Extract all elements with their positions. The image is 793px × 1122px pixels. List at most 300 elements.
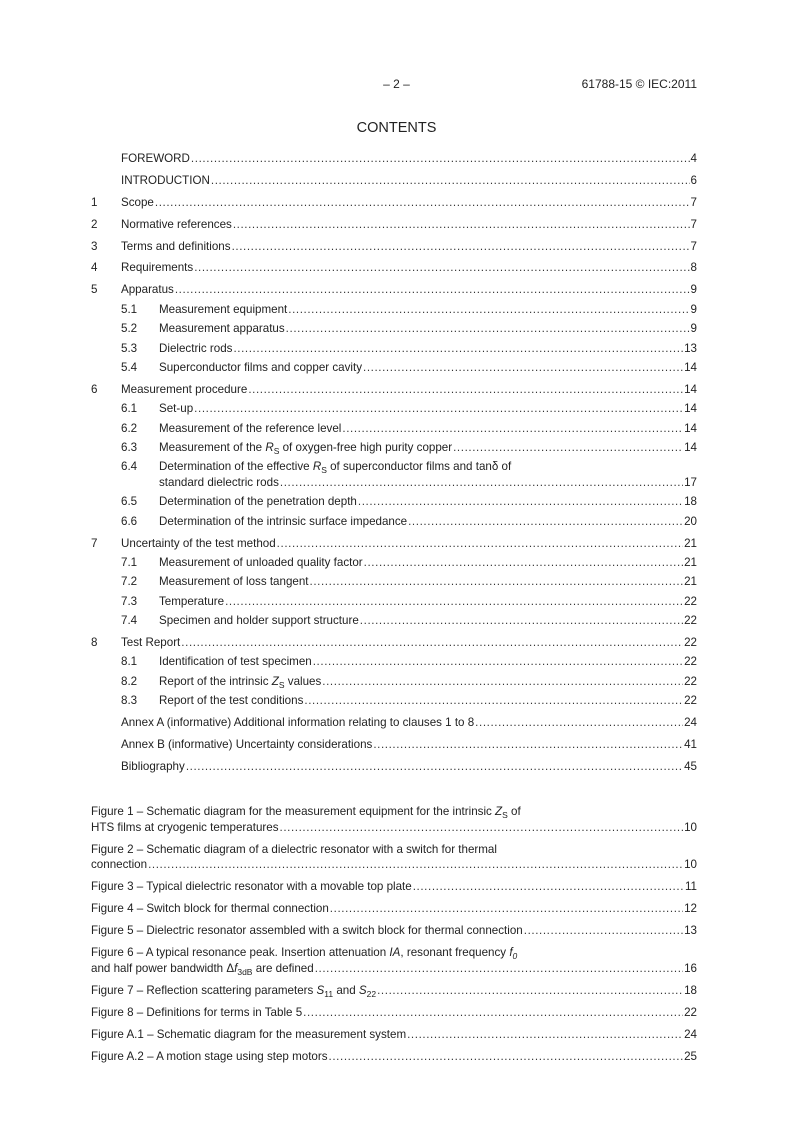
entry-text-segment: Requirements xyxy=(121,261,194,275)
page-ref[interactable]: 9 xyxy=(690,322,697,336)
toc-entry[interactable] xyxy=(91,536,697,552)
entry-title-line1 xyxy=(91,945,517,961)
entry-line xyxy=(121,635,697,651)
entry-title[interactable] xyxy=(91,923,523,939)
entry-text-segment: Bibliography xyxy=(121,759,185,773)
entry-title[interactable] xyxy=(91,879,412,895)
entry-title[interactable] xyxy=(121,715,474,731)
section-number: 4 xyxy=(91,261,98,275)
entry-title[interactable] xyxy=(121,282,174,298)
entry-body xyxy=(121,715,697,731)
entry-text-segment: Figure A.2 – A motion stage using step motors xyxy=(91,1050,328,1064)
entry-line xyxy=(159,440,697,456)
entry-line xyxy=(159,654,697,670)
section-number: 6.6 xyxy=(121,514,138,528)
entry-text-segment: and xyxy=(333,984,359,998)
page-ref[interactable]: 18 xyxy=(684,984,697,998)
entry-text-segment: S xyxy=(358,984,367,998)
section-number: 8.1 xyxy=(121,655,138,669)
toc-entry[interactable] xyxy=(91,421,697,437)
page-ref[interactable]: 7 xyxy=(690,239,697,253)
section-number: 8.3 xyxy=(121,694,138,708)
entry-body xyxy=(159,341,697,357)
dot-leader xyxy=(407,1027,683,1043)
entry-text-segment: Superconductor films and copper cavity xyxy=(159,360,362,374)
section-number: 2 xyxy=(91,217,98,231)
entry-title[interactable] xyxy=(91,1027,406,1043)
subscript-text: S xyxy=(273,445,280,456)
entry-title[interactable] xyxy=(159,555,363,571)
entry-title-line1 xyxy=(159,459,511,475)
entry-first-line xyxy=(91,842,697,858)
figure-entry[interactable] xyxy=(91,945,697,976)
entry-body xyxy=(121,260,697,276)
toc-entry[interactable] xyxy=(91,574,697,590)
entry-title[interactable] xyxy=(159,341,232,357)
toc-entry[interactable] xyxy=(91,302,697,318)
entry-title[interactable] xyxy=(121,217,232,233)
dot-leader xyxy=(211,173,690,189)
entry-body xyxy=(121,173,697,189)
page-ref[interactable]: 21 xyxy=(684,555,697,569)
page-ref[interactable]: 24 xyxy=(684,1028,697,1042)
entry-line xyxy=(91,857,697,873)
entry-body xyxy=(91,804,697,835)
toc-entry[interactable] xyxy=(91,514,697,530)
entry-text-segment: Report of the test conditions xyxy=(159,694,304,708)
entry-text-segment: IA xyxy=(389,946,401,960)
entry-title[interactable] xyxy=(159,321,285,337)
entry-title[interactable] xyxy=(159,654,312,670)
entry-body xyxy=(91,1005,697,1021)
entry-title[interactable] xyxy=(159,613,359,629)
entry-text-segment: Determination of the effective xyxy=(159,460,313,474)
dot-leader xyxy=(191,151,690,167)
toc-entry[interactable] xyxy=(91,151,697,167)
entry-title[interactable] xyxy=(121,260,193,276)
toc-entry[interactable] xyxy=(91,260,697,276)
page-ref[interactable]: 25 xyxy=(684,1050,697,1064)
entry-line xyxy=(121,260,697,276)
page-ref[interactable]: 8 xyxy=(690,261,697,275)
entry-text-segment: Determination of the penetration depth xyxy=(159,495,357,509)
subscript-text: S xyxy=(502,810,508,820)
entry-line xyxy=(159,674,697,690)
figure-entry[interactable] xyxy=(91,1005,697,1021)
entry-line xyxy=(91,961,697,977)
figure-entry[interactable] xyxy=(91,879,697,895)
section-number: 6 xyxy=(91,382,98,396)
section-number: 1 xyxy=(91,195,98,209)
page-ref[interactable]: 22 xyxy=(684,614,697,628)
page-ref[interactable]: 41 xyxy=(684,737,697,751)
entry-text-segment: Uncertainty of the test method xyxy=(121,536,276,550)
entry-body xyxy=(159,693,697,709)
entry-text-segment: HTS films at cryogenic temperatures xyxy=(91,820,279,834)
entry-text-segment: Measurement of the reference level xyxy=(159,421,342,435)
toc-entry[interactable] xyxy=(91,173,697,189)
dot-leader xyxy=(186,759,683,775)
toc-entry[interactable] xyxy=(91,594,697,610)
toc-entry[interactable] xyxy=(91,401,697,417)
dot-leader xyxy=(524,923,683,939)
dot-leader xyxy=(313,654,683,670)
entry-line xyxy=(91,820,697,836)
entry-title[interactable] xyxy=(91,983,376,999)
entry-body xyxy=(159,401,697,417)
dot-leader xyxy=(225,594,683,610)
section-number: 6.5 xyxy=(121,495,138,509)
entry-body xyxy=(91,842,697,873)
entry-line xyxy=(121,536,697,552)
section-number: 8.2 xyxy=(121,674,138,688)
entry-title[interactable] xyxy=(121,151,190,167)
entry-title[interactable] xyxy=(159,574,309,590)
dot-leader xyxy=(233,217,690,233)
section-number: 5.1 xyxy=(121,302,138,316)
entry-text-segment: of xyxy=(507,805,521,818)
entry-line xyxy=(91,1027,697,1043)
page-ref[interactable]: 14 xyxy=(684,382,697,396)
subscript-text: 11 xyxy=(324,989,334,1000)
toc-entry[interactable] xyxy=(91,715,697,731)
page-ref[interactable]: 21 xyxy=(684,536,697,550)
entry-title[interactable] xyxy=(121,635,180,651)
toc-entry[interactable] xyxy=(91,613,697,629)
entry-text-segment: Annex B (informative) Uncertainty considerations xyxy=(121,737,373,751)
page-ref[interactable]: 22 xyxy=(684,674,697,688)
subscript-text: S xyxy=(278,679,285,690)
subscript-text: S xyxy=(321,465,327,476)
figure-entry[interactable] xyxy=(91,901,697,917)
entry-text-segment: of oxygen-free high purity copper xyxy=(279,440,453,454)
entry-body xyxy=(121,635,697,651)
page-title: CONTENTS xyxy=(356,120,437,136)
entry-text-segment: Figure 3 – Typical dielectric resonator with a movable top plate xyxy=(91,880,412,894)
entry-body xyxy=(159,613,697,629)
entry-line xyxy=(121,151,697,167)
dot-leader xyxy=(175,282,690,298)
page-ref[interactable]: 14 xyxy=(684,421,697,435)
entry-line xyxy=(159,613,697,629)
entry-title[interactable] xyxy=(159,421,341,437)
page-ref[interactable]: 14 xyxy=(684,440,697,454)
toc-entry[interactable] xyxy=(91,674,697,690)
entry-title[interactable] xyxy=(121,239,231,255)
entry-line xyxy=(121,173,697,189)
entry-text-segment: Measurement of loss tangent xyxy=(159,575,309,589)
dot-leader xyxy=(360,613,683,629)
entry-text-segment: Measurement equipment xyxy=(159,302,288,316)
entry-title[interactable] xyxy=(91,901,329,917)
dot-leader xyxy=(181,635,683,651)
entry-body xyxy=(159,440,697,456)
entry-body xyxy=(91,1027,697,1043)
section-number: 3 xyxy=(91,239,98,253)
page-ref[interactable]: 11 xyxy=(684,880,697,894)
entry-text-segment: Figure 7 – Reflection scattering parameters xyxy=(91,984,317,998)
entry-body xyxy=(91,983,697,999)
section-number: 7.1 xyxy=(121,555,138,569)
entry-title[interactable] xyxy=(159,693,303,709)
entry-line xyxy=(159,401,697,417)
entry-title[interactable] xyxy=(91,1049,328,1065)
toc-entry[interactable] xyxy=(91,759,697,775)
entry-text-segment: Measurement of unloaded quality factor xyxy=(159,555,363,569)
entry-line xyxy=(91,923,697,939)
entry-title-line1 xyxy=(91,842,497,858)
entry-text-segment: Figure 5 – Dielectric resonator assembled with a switch block for thermal connection xyxy=(91,924,523,938)
dot-leader xyxy=(342,421,683,437)
entry-text-segment: Test Report xyxy=(121,635,181,649)
entry-line xyxy=(159,693,697,709)
dot-leader xyxy=(329,1049,684,1065)
figure-entry[interactable] xyxy=(91,804,697,835)
entry-line xyxy=(121,715,697,731)
entry-line xyxy=(121,282,697,298)
entry-body xyxy=(159,360,697,376)
section-number: 5.4 xyxy=(121,360,138,374)
toc-entry[interactable] xyxy=(91,459,697,490)
page-ref[interactable]: 9 xyxy=(690,302,697,316)
dot-leader xyxy=(155,195,690,211)
entry-title[interactable] xyxy=(159,594,224,610)
toc-entry[interactable] xyxy=(91,282,697,298)
entry-line xyxy=(159,302,697,318)
entry-body xyxy=(159,674,697,690)
entry-title[interactable] xyxy=(159,401,193,417)
subscript-text: 3dB xyxy=(237,966,253,977)
entry-text-segment: Figure 6 – A typical resonance peak. Insertion attenuation xyxy=(91,946,390,960)
entry-body xyxy=(159,574,697,590)
dot-leader xyxy=(286,321,690,337)
entry-line xyxy=(121,195,697,211)
entry-text-segment: Figure 1 – Schematic diagram for the measurement equipment for the intrinsic xyxy=(91,805,496,818)
entry-text-segment: R xyxy=(312,460,322,474)
entry-body xyxy=(159,654,697,670)
entry-line xyxy=(159,574,697,590)
figure-entry[interactable] xyxy=(91,923,697,939)
entry-text-segment: Specimen and holder support structure xyxy=(159,614,359,628)
entry-body xyxy=(91,945,697,976)
page-ref[interactable]: 22 xyxy=(684,694,697,708)
toc-entry[interactable] xyxy=(91,494,697,510)
page-ref[interactable]: 14 xyxy=(684,402,697,416)
entry-title[interactable] xyxy=(159,475,279,491)
entry-line xyxy=(121,737,697,753)
dot-leader xyxy=(364,555,683,571)
entry-text-segment: Annex A (informative) Additional information relating to clauses 1 to 8 xyxy=(121,716,475,730)
page-ref[interactable]: 22 xyxy=(684,655,697,669)
toc-entry[interactable] xyxy=(91,440,697,456)
page-ref[interactable]: 10 xyxy=(684,820,697,834)
table-of-contents xyxy=(91,151,697,774)
entry-text-segment: are defined xyxy=(252,961,314,975)
entry-line xyxy=(159,341,697,357)
entry-line xyxy=(159,321,697,337)
entry-title-line1 xyxy=(91,804,521,820)
entry-text-segment: and half power bandwidth Δ xyxy=(91,961,235,975)
dot-leader xyxy=(232,239,690,255)
entry-line xyxy=(91,901,697,917)
entry-text-segment: connection xyxy=(91,858,148,872)
entry-text-segment: Measurement of the xyxy=(159,440,266,454)
entry-text-segment: Z xyxy=(271,674,279,688)
page-ref[interactable]: 18 xyxy=(684,495,697,509)
entry-text-segment: Set-up xyxy=(159,402,194,416)
section-number: 7.3 xyxy=(121,594,138,608)
entry-line xyxy=(159,494,697,510)
entry-text-segment: Normative references xyxy=(121,217,232,231)
entry-text-segment: Determination of the intrinsic surface impedance xyxy=(159,514,408,528)
dot-leader xyxy=(303,1005,683,1021)
entry-text-segment: Figure 4 – Switch block for thermal connection xyxy=(91,902,329,916)
page-ref[interactable]: 7 xyxy=(690,195,697,209)
entry-body xyxy=(121,536,697,552)
entry-title[interactable] xyxy=(91,857,147,873)
page-ref[interactable]: 45 xyxy=(684,759,697,773)
section-number: 5.3 xyxy=(121,341,138,355)
dot-leader xyxy=(408,514,683,530)
toc-entry[interactable] xyxy=(91,321,697,337)
entry-body xyxy=(91,901,697,917)
entry-text-segment: , resonant frequency xyxy=(400,946,510,960)
section-number: 6.2 xyxy=(121,421,138,435)
entry-line xyxy=(159,514,697,530)
page-ref[interactable]: 7 xyxy=(690,217,697,231)
entry-body xyxy=(159,459,697,490)
dot-leader xyxy=(373,737,683,753)
page-ref[interactable]: 4 xyxy=(690,152,697,165)
subscript-text: 0 xyxy=(512,951,518,962)
entry-text-segment: Measurement apparatus xyxy=(159,322,285,336)
entry-title[interactable] xyxy=(121,195,154,211)
entry-text-segment: f xyxy=(234,961,238,975)
entry-text-segment: of superconductor films and tanδ of xyxy=(326,460,512,474)
entry-first-line xyxy=(91,945,697,961)
page-ref[interactable]: 17 xyxy=(684,475,697,489)
document-id: 61788-15 © IEC:2011 xyxy=(581,77,697,91)
page-ref[interactable]: 21 xyxy=(684,575,697,589)
section-number: 6.3 xyxy=(121,440,138,454)
entry-title[interactable] xyxy=(159,440,452,456)
entry-line xyxy=(159,475,697,491)
entry-text-segment: f xyxy=(509,946,513,960)
entry-line xyxy=(121,759,697,775)
toc-entry[interactable] xyxy=(91,360,697,376)
toc-entry[interactable] xyxy=(91,555,697,571)
dot-leader xyxy=(277,536,683,552)
page-number: – 2 – xyxy=(383,77,410,91)
dot-leader xyxy=(280,820,684,836)
entry-body xyxy=(159,555,697,571)
entry-line xyxy=(121,382,697,398)
page-ref[interactable]: 16 xyxy=(684,961,697,975)
entry-title[interactable] xyxy=(159,674,321,690)
entry-title[interactable] xyxy=(91,1005,302,1021)
toc-entry[interactable] xyxy=(91,654,697,670)
entry-title[interactable] xyxy=(159,302,287,318)
entry-text-segment: Z xyxy=(495,805,503,818)
figure-entry[interactable] xyxy=(91,1027,697,1043)
dot-leader xyxy=(475,715,683,731)
entry-text-segment: Temperature xyxy=(159,594,225,608)
page-ref[interactable]: 12 xyxy=(684,902,697,916)
page-ref[interactable]: 10 xyxy=(684,858,697,872)
section-number: 6.1 xyxy=(121,402,138,416)
entry-body xyxy=(121,282,697,298)
entry-title[interactable] xyxy=(159,360,362,376)
dot-leader xyxy=(315,961,683,977)
entry-body xyxy=(121,382,697,398)
entry-line xyxy=(91,879,697,895)
entry-text-segment: R xyxy=(265,440,274,454)
page-ref[interactable]: 6 xyxy=(690,173,697,187)
section-number: 6.4 xyxy=(121,460,138,474)
entry-text-segment: Measurement procedure xyxy=(121,382,248,396)
figure-entry[interactable] xyxy=(91,842,697,873)
entry-title[interactable] xyxy=(91,961,314,977)
entry-title[interactable] xyxy=(121,536,276,552)
entry-text-segment: Figure 2 – Schematic diagram of a dielectric resonator with a switch for thermal xyxy=(91,842,497,856)
toc-entry[interactable] xyxy=(91,341,697,357)
figure-entry[interactable] xyxy=(91,1049,697,1065)
figure-entry[interactable] xyxy=(91,983,697,999)
entry-text-segment: S xyxy=(316,984,325,998)
toc-entry[interactable] xyxy=(91,217,697,233)
entry-body xyxy=(159,514,697,530)
entry-title[interactable] xyxy=(91,820,279,836)
page-ref[interactable]: 22 xyxy=(684,594,697,608)
toc-entry[interactable] xyxy=(91,693,697,709)
page-ref[interactable]: 20 xyxy=(684,514,697,528)
entry-title[interactable] xyxy=(121,737,372,753)
entry-title[interactable] xyxy=(121,173,210,189)
entry-title[interactable] xyxy=(121,759,185,775)
entry-line xyxy=(159,555,697,571)
page-ref[interactable]: 24 xyxy=(684,716,697,730)
dot-leader xyxy=(310,574,684,590)
toc-entry[interactable] xyxy=(91,382,697,398)
entry-body xyxy=(121,737,697,753)
page-ref[interactable]: 22 xyxy=(684,635,697,649)
toc-entry[interactable] xyxy=(91,737,697,753)
page-ref[interactable]: 9 xyxy=(690,283,697,297)
entry-line xyxy=(159,360,697,376)
toc-entry[interactable] xyxy=(91,195,697,211)
page-ref[interactable]: 14 xyxy=(684,360,697,374)
entry-title[interactable] xyxy=(121,382,247,398)
page-ref[interactable]: 22 xyxy=(684,1006,697,1020)
toc-entry[interactable] xyxy=(91,239,697,255)
entry-title[interactable] xyxy=(159,494,357,510)
dot-leader xyxy=(453,440,683,456)
entry-body xyxy=(121,151,697,167)
toc-entry[interactable] xyxy=(91,635,697,651)
subscript-text: 22 xyxy=(366,989,377,1000)
page-ref[interactable]: 13 xyxy=(684,341,697,355)
entry-body xyxy=(159,594,697,610)
entry-body xyxy=(91,879,697,895)
entry-first-line xyxy=(91,804,697,820)
list-of-figures xyxy=(91,804,697,1065)
page-ref[interactable]: 13 xyxy=(684,924,697,938)
entry-text-segment: Dielectric rods xyxy=(159,341,233,355)
entry-body xyxy=(159,302,697,318)
entry-title[interactable] xyxy=(159,514,407,530)
entry-text-segment: Identification of test specimen xyxy=(159,655,312,669)
dot-leader xyxy=(330,901,683,917)
